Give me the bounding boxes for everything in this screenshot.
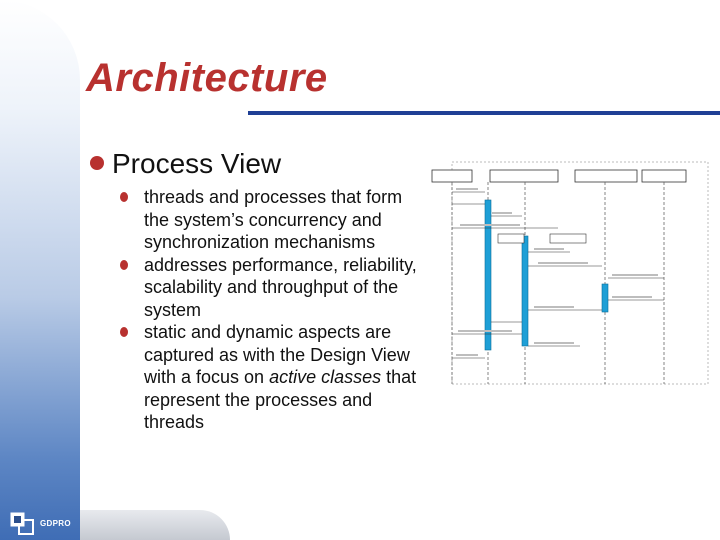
message-label-1 bbox=[456, 188, 478, 190]
message-label-7 bbox=[612, 296, 652, 298]
sub-bullet-2 bbox=[118, 254, 418, 322]
slide-title: Architecture bbox=[86, 56, 328, 100]
logo-icon bbox=[10, 512, 36, 536]
activation-bar-2 bbox=[522, 236, 528, 346]
message-label-4 bbox=[534, 248, 564, 250]
object-box-2 bbox=[550, 234, 586, 243]
title-underline bbox=[248, 111, 720, 115]
lifeline-head-4 bbox=[642, 170, 686, 182]
sub-bullet-1-text: threads and processes that form the system’s concurrency and synchronization mechanisms bbox=[144, 187, 403, 252]
message-label-6 bbox=[612, 274, 658, 276]
bullet-dot-icon bbox=[120, 192, 128, 202]
bullet-dot-icon bbox=[90, 156, 104, 170]
sub-bullet-2-text: addresses performance, reliability, scalability and throughput of the system bbox=[144, 254, 417, 320]
message-label-10 bbox=[534, 342, 574, 344]
sub-bullet-3-text-pre: static and dynamic aspects are captured as with the Design View with a focus on bbox=[144, 322, 410, 387]
sub-bullet-1 bbox=[118, 186, 418, 254]
message-label-9 bbox=[458, 330, 512, 332]
object-box-1 bbox=[498, 234, 524, 243]
bullet-dot-icon bbox=[120, 327, 128, 337]
logo-text: GDPRO bbox=[40, 519, 71, 528]
sub-bullet-3-text-em: active classes bbox=[269, 367, 382, 387]
bullet-dot-icon bbox=[120, 260, 128, 270]
bullet-process-view bbox=[90, 148, 281, 180]
lifeline-head-2 bbox=[490, 170, 558, 182]
activation-bar-1 bbox=[485, 200, 491, 350]
sub-bullet-list bbox=[118, 186, 418, 434]
lifeline-head-3 bbox=[575, 170, 637, 182]
sequence-diagram-thumbnail bbox=[430, 160, 710, 386]
sub-bullet-3 bbox=[118, 321, 418, 434]
message-label-3 bbox=[460, 224, 520, 226]
message-label-8 bbox=[534, 306, 574, 308]
lifeline-head-1 bbox=[432, 170, 472, 182]
bottom-gray-band bbox=[80, 510, 230, 540]
message-label-5 bbox=[538, 262, 588, 264]
activation-bar-3 bbox=[602, 284, 608, 312]
message-label-2 bbox=[492, 212, 512, 214]
left-gradient-band bbox=[0, 0, 80, 540]
bullet-process-view-label: Process View bbox=[112, 148, 282, 179]
sub-bullet-3-text-post: that represent the processes and threads bbox=[144, 367, 417, 432]
message-label-11 bbox=[456, 354, 478, 356]
